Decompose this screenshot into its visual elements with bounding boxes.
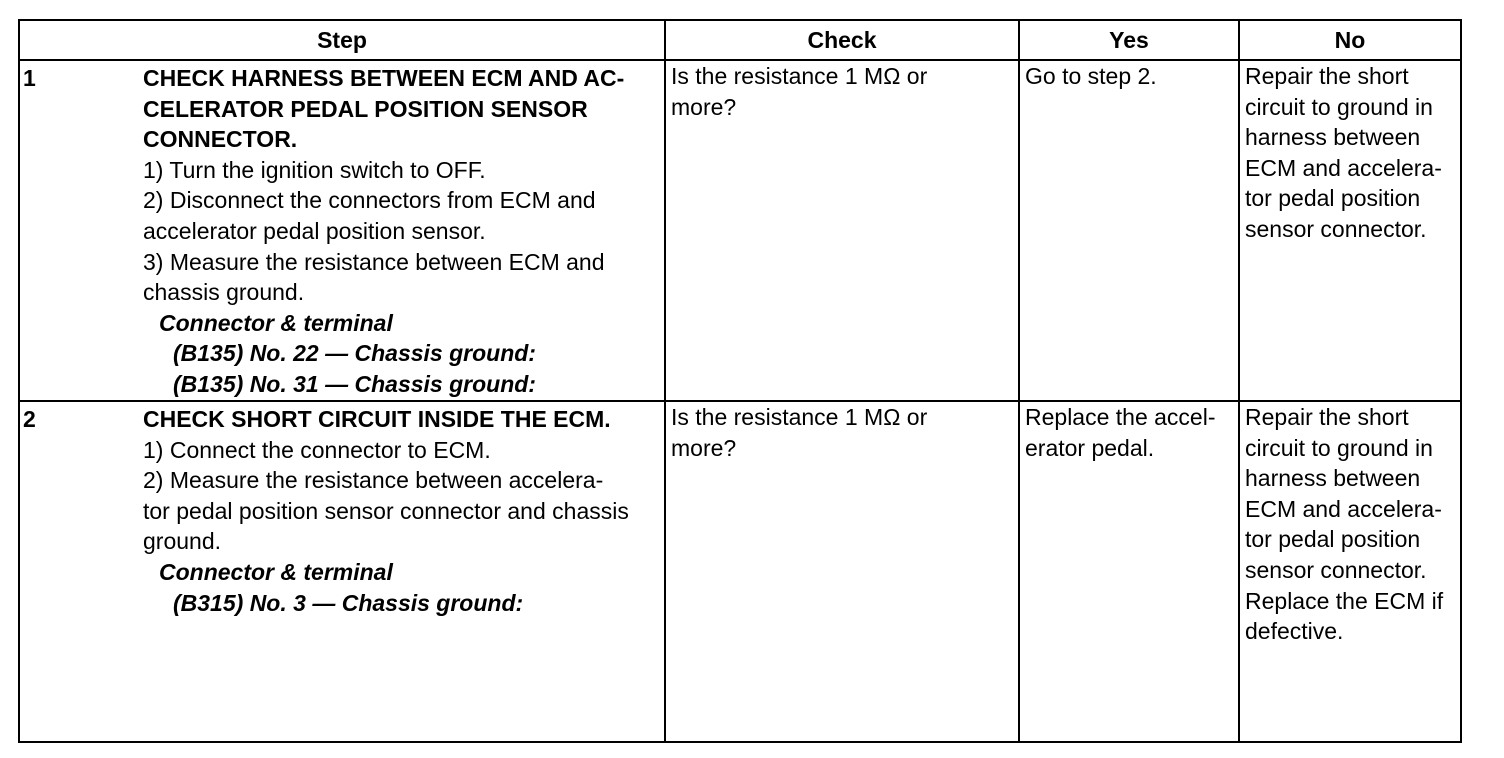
step-title-line: CHECK HARNESS BETWEEN ECM AND AC-	[143, 65, 625, 91]
no-line: ECM and accelera-	[1245, 495, 1442, 522]
check-cell	[665, 401, 1019, 742]
header-step: Step	[19, 20, 665, 60]
step-instruction-line: 1) Connect the connector to ECM.	[143, 436, 491, 463]
no-line: circuit to ground in	[1245, 434, 1433, 461]
header-no: No	[1239, 20, 1461, 60]
no-line: Repair the short	[1245, 404, 1409, 430]
header-yes: Yes	[1019, 20, 1239, 60]
table-row	[19, 401, 1461, 742]
step-instruction-line: 3) Measure the resistance between ECM and	[143, 248, 605, 275]
step-body	[143, 63, 656, 400]
no-cell	[1239, 401, 1461, 742]
connector-item: (B135) No. 31 — Chassis ground:	[173, 370, 536, 397]
step-instruction-line: accelerator pedal position sensor.	[143, 217, 486, 244]
no-line: sensor connector.	[1245, 556, 1427, 583]
yes-cell	[1019, 60, 1239, 401]
no-line: circuit to ground in	[1245, 93, 1433, 120]
check-line: Is the resistance 1 MΩ or	[671, 404, 928, 430]
connector-item: (B315) No. 3 — Chassis ground:	[173, 589, 524, 616]
no-cell	[1239, 60, 1461, 401]
step-title-line: CONNECTOR.	[143, 126, 298, 153]
step-instruction-line: 1) Turn the ignition switch to OFF.	[143, 156, 486, 183]
table-header-row	[19, 20, 1461, 60]
step-number: 2	[23, 406, 36, 432]
step-title-line: CHECK SHORT CIRCUIT INSIDE THE ECM.	[143, 406, 611, 432]
table-row	[19, 60, 1461, 401]
step-cell	[19, 60, 665, 401]
connector-item: (B135) No. 22 — Chassis ground:	[173, 340, 536, 367]
step-instruction-line: tor pedal position sensor connector and chassis	[143, 497, 629, 524]
no-line: sensor connector.	[1245, 215, 1427, 242]
step-number: 1	[23, 65, 36, 91]
step-instruction-line: ground.	[143, 528, 222, 555]
yes-cell	[1019, 401, 1239, 742]
step-instruction-line: chassis ground.	[143, 279, 305, 306]
no-line: Replace the ECM if	[1245, 587, 1444, 614]
no-line: harness between	[1245, 124, 1421, 151]
no-line: harness between	[1245, 465, 1421, 492]
connector-title: Connector & terminal	[159, 558, 393, 585]
step-body	[143, 404, 656, 618]
diagnostic-table	[18, 19, 1462, 743]
yes-line: Replace the accel-	[1025, 404, 1216, 430]
check-cell	[665, 60, 1019, 401]
no-line: ECM and accelera-	[1245, 154, 1442, 181]
step-instruction-line: 2) Measure the resistance between accelera-	[143, 467, 604, 494]
step-cell	[19, 401, 665, 742]
header-check: Check	[665, 20, 1019, 60]
no-line: defective.	[1245, 618, 1344, 645]
check-line: more?	[671, 93, 737, 120]
check-line: Is the resistance 1 MΩ or	[671, 63, 928, 89]
yes-line: Go to step 2.	[1025, 63, 1157, 89]
check-line: more?	[671, 434, 737, 461]
no-line: Repair the short	[1245, 63, 1409, 89]
step-title-line: CELERATOR PEDAL POSITION SENSOR	[143, 95, 588, 122]
no-line: tor pedal position	[1245, 526, 1421, 553]
connector-title: Connector & terminal	[159, 309, 393, 336]
yes-line: erator pedal.	[1025, 434, 1155, 461]
no-line: tor pedal position	[1245, 185, 1421, 212]
step-instruction-line: 2) Disconnect the connectors from ECM and	[143, 187, 596, 214]
